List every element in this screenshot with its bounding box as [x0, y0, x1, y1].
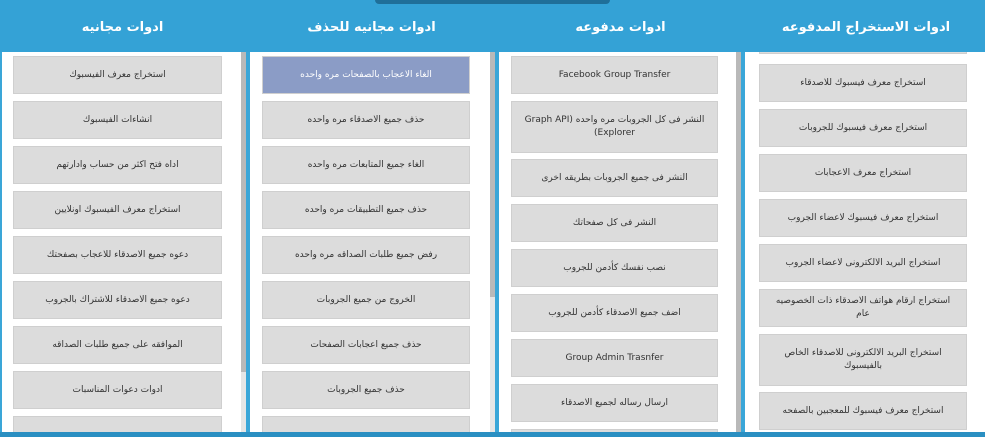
- tool-button[interactable]: النشر فى كل صفحاتك: [511, 204, 718, 242]
- scrollbar-thumb[interactable]: [736, 52, 741, 437]
- tool-button[interactable]: حذف جميع اعجابات الصفحات: [262, 326, 470, 364]
- tool-button[interactable]: دعوه جميع الاصدقاء للاشتراك بالجروب: [13, 281, 222, 319]
- tool-button[interactable]: ادوات دعوات المناسبات: [13, 371, 222, 409]
- tool-button[interactable]: حذف جميع الجروبات: [262, 371, 470, 409]
- panel-free-tools: [2, 52, 241, 437]
- bottom-border: [0, 432, 985, 437]
- tool-button[interactable]: Facebook Group Transfer: [511, 56, 718, 94]
- tool-button[interactable]: الخروج من جميع الجروبات: [262, 281, 470, 319]
- scrollbar-thumb[interactable]: [241, 52, 246, 372]
- scrollbar-thumb[interactable]: [490, 52, 495, 297]
- tool-button[interactable]: استخراج ارقام هواتف الاصدقاء ذات الخصوصيه عام: [759, 289, 967, 327]
- tool-button[interactable]: حذف جميع الاصدقاء مره واحده: [262, 101, 470, 139]
- tool-button[interactable]: رفض جميع طلبات الصداقه مره واحده: [262, 236, 470, 274]
- tool-button[interactable]: استخراج البريد الالكترونى للاصدقاء الخاص بالفيسبوك: [759, 334, 967, 386]
- tool-button-active[interactable]: الغاء الاعجاب بالصفحات مره واحده: [262, 56, 470, 94]
- panel-free-delete-tools: [250, 52, 490, 437]
- tool-button[interactable]: حذف جميع التطبيقات مره واحده: [262, 191, 470, 229]
- tool-button[interactable]: انشاءات الفيسبوك: [13, 101, 222, 139]
- tool-button[interactable]: ارسال رساله لجميع الاصدقاء: [511, 384, 718, 422]
- tool-button[interactable]: استخراج البريد الالكترونى لاعضاء الجروب: [759, 244, 967, 282]
- column-title-paid-extraction-tools: ادوات الاستخراج المدفوعه: [781, 20, 951, 35]
- tool-button[interactable]: الغاء جميع المتابعات مره واحده: [262, 146, 470, 184]
- scrollbar-paid-tools[interactable]: [736, 52, 741, 437]
- tool-button-partial[interactable]: [759, 52, 967, 54]
- tool-button[interactable]: استخراج معرف فيسبوك للمعجبين بالصفحه: [759, 392, 967, 430]
- tool-button[interactable]: استخراج معرف فيسبوك للاصدقاء: [759, 64, 967, 102]
- tool-button[interactable]: استخراج معرف الفيسبوك اونلايين: [13, 191, 222, 229]
- scrollbar-free-delete-tools[interactable]: [490, 52, 495, 437]
- tool-button[interactable]: اضف جميع الاصدقاء كأدمن للجروب: [511, 294, 718, 332]
- panel-paid-extraction-tools: [745, 52, 985, 437]
- tool-button[interactable]: النشر فى جميع الجروبات بطريقه اخرى: [511, 159, 718, 197]
- column-title-paid-tools: ادوات مدفوعه: [575, 20, 666, 35]
- scrollbar-free-tools[interactable]: [241, 52, 246, 437]
- column-title-free-tools: ادوات مجانيه: [81, 20, 164, 35]
- tool-button[interactable]: اداه فتح اكثر من حساب وادارتهم: [13, 146, 222, 184]
- tool-button[interactable]: الموافقه على جميع طلبات الصداقه: [13, 326, 222, 364]
- tool-button[interactable]: النشر فى كل الجروبات مره واحده (Graph API Explorer): [511, 101, 718, 153]
- tool-button[interactable]: استخراج معرف الفيسبوك: [13, 56, 222, 94]
- tool-button[interactable]: استخراج معرف فيسبوك لاعضاء الجروب: [759, 199, 967, 237]
- tool-button[interactable]: دعوه جميع الاصدقاء للاعجاب بصفحتك: [13, 236, 222, 274]
- tool-button[interactable]: استخراج معرف الاعجابات: [759, 154, 967, 192]
- panel-paid-tools: [499, 52, 736, 437]
- tool-button[interactable]: Group Admin Trasnfer: [511, 339, 718, 377]
- tool-button[interactable]: نصب نفسك كأدمن للجروب: [511, 249, 718, 287]
- tool-button[interactable]: استخراج معرف فيسبوك للجروبات: [759, 109, 967, 147]
- header-notch: [375, 0, 610, 4]
- column-title-free-delete-tools: ادوات مجانيه للحذف: [307, 20, 436, 35]
